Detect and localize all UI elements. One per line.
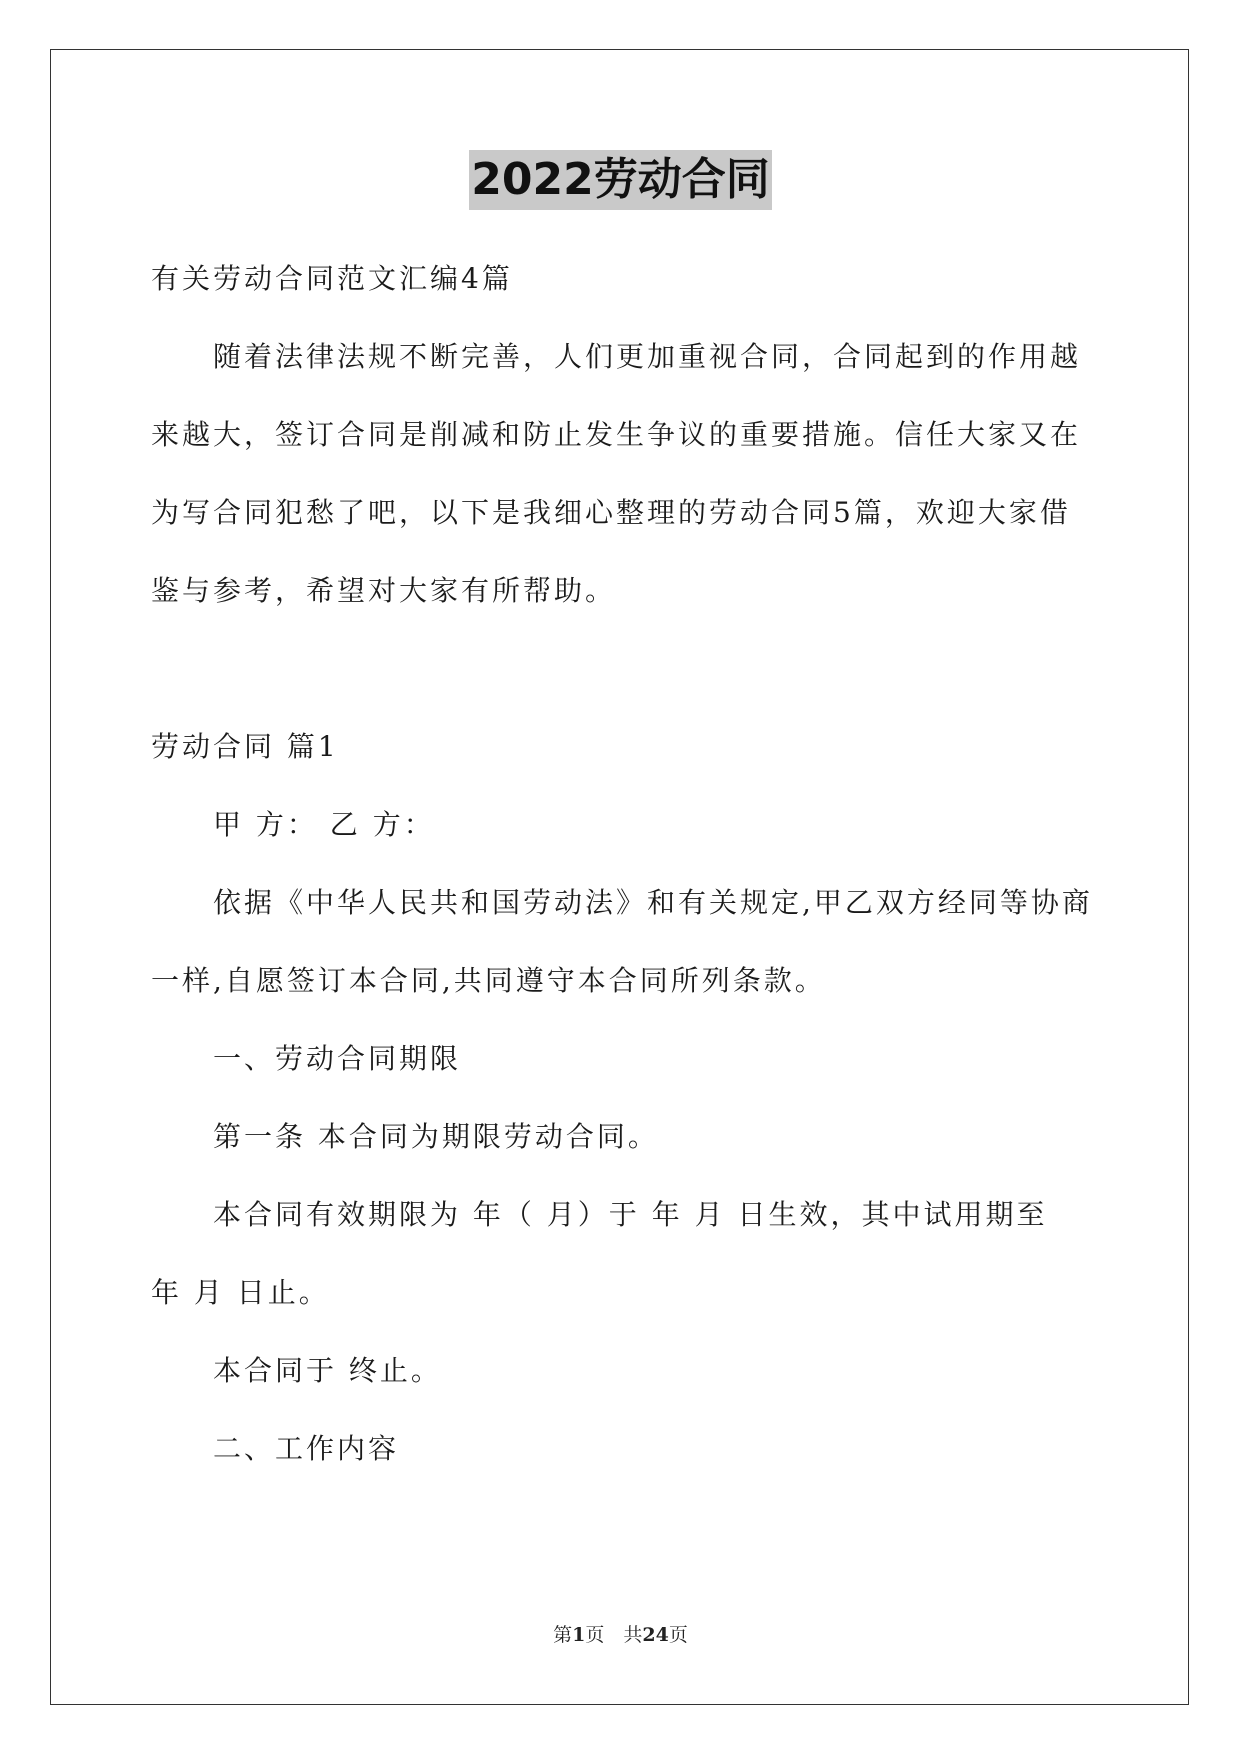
title-area [0, 150, 1241, 210]
clause-heading: 二、工作内容 [213, 1432, 400, 1465]
blank-line [151, 630, 1091, 708]
section-heading: 劳动合同 篇1 [151, 730, 339, 763]
footer-total-pages: 24 [642, 1624, 669, 1646]
footer-page-number: 1 [572, 1624, 586, 1646]
footer-prefix: 第 [553, 1624, 573, 1646]
paragraph-line: 来越大，签订合同是削减和防止发生争议的重要措施。信任大家又在 [151, 418, 1082, 451]
clause-line: 本合同于 终止。 [213, 1354, 442, 1387]
parties-line: 甲 方： 乙 方： [213, 808, 435, 841]
paragraph-line: 为写合同犯愁了吧，以下是我细心整理的劳动合同5篇，欢迎大家借 [151, 496, 1071, 529]
document-title: 2022劳动合同 [469, 150, 771, 210]
document-body [151, 240, 1091, 1488]
clause-line: 第一条 本合同为期限劳动合同。 [213, 1120, 659, 1153]
clause-line: 年 月 日止。 [151, 1276, 330, 1309]
paragraph-line: 依据《中华人民共和国劳动法》和有关规定,甲乙双方经同等协商 [213, 886, 1093, 919]
intro-heading: 有关劳动合同范文汇编4篇 [151, 262, 513, 295]
paragraph-line: 鉴与参考，希望对大家有所帮助。 [151, 574, 617, 607]
paragraph-line: 随着法律法规不断完善，人们更加重视合同，合同起到的作用越 [213, 340, 1082, 373]
footer-suffix: 页 [668, 1624, 688, 1646]
footer-middle: 页 共 [585, 1624, 643, 1646]
clause-heading: 一、劳动合同期限 [213, 1042, 462, 1075]
clause-line: 本合同有效期限为 年（ 月）于 年 月 日生效，其中试用期至 [213, 1198, 1048, 1231]
page-footer [0, 1620, 1241, 1647]
paragraph-line: 一样,自愿签订本合同,共同遵守本合同所列条款。 [151, 964, 826, 997]
